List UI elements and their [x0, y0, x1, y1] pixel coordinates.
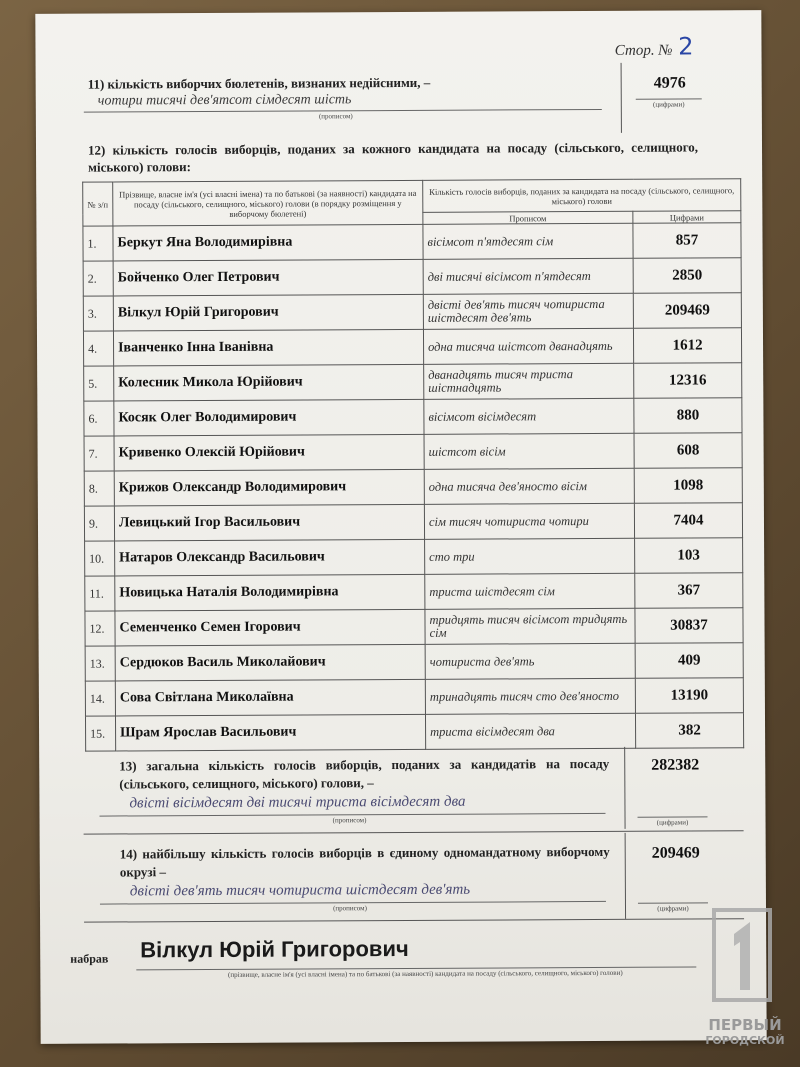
- header-candidate: Прізвище, власне ім'я (усі власні імена) та по батькові (за наявності) кандидата на посаду (сільського, селищного, міського) голови (в порядку розміщення у виборчому бюлетені): [113, 180, 423, 226]
- votes-in-words: триста шістдесят сім: [425, 573, 635, 609]
- votes-in-digits: 409: [635, 643, 743, 679]
- votes-in-digits: 1612: [633, 328, 741, 364]
- section-14-label-1: 14) найбільшу кількість голосів виборців в єдиному одномандатному виборчому: [119, 843, 610, 862]
- section-11-label: 11) кількість виборчих бюлетенів, визнаних недійсними, –: [87, 74, 431, 92]
- watermark-line-2: ГОРОДСКОЙ: [705, 1034, 785, 1047]
- votes-in-words: шістсот вісім: [424, 433, 634, 469]
- votes-in-words: вісімсот п'ятдесят сім: [423, 223, 633, 259]
- votes-in-digits: 103: [635, 538, 743, 574]
- votes-in-digits: 1098: [634, 468, 742, 504]
- votes-in-words: сто три: [425, 538, 635, 574]
- winner-label: набрав: [70, 951, 109, 966]
- row-number: 14.: [85, 681, 115, 716]
- section-13-divider: [624, 747, 625, 829]
- candidate-name: Крижов Олександр Володимирович: [114, 469, 424, 506]
- table-row: [85, 573, 743, 611]
- candidates-table: [82, 178, 744, 751]
- row-number: 4.: [83, 331, 113, 366]
- candidate-name: Шрам Ярослав Васильович: [115, 714, 425, 751]
- votes-in-digits: 30837: [635, 608, 743, 644]
- votes-in-words: дванадцять тисяч триста шістнадцять: [424, 363, 634, 399]
- votes-in-words: одна тисяча шістсот дванадцять: [423, 328, 633, 364]
- votes-in-digits: 7404: [634, 503, 742, 539]
- candidate-name: Натаров Олександр Васильович: [115, 539, 425, 576]
- votes-in-digits: 209469: [633, 293, 741, 329]
- row-number: 13.: [85, 646, 115, 681]
- section-11-number: 4976: [653, 74, 686, 92]
- table-row: [83, 293, 741, 331]
- page-number: [615, 32, 694, 60]
- section-14-digits-caption: (цифрами): [657, 904, 689, 913]
- section-12-label: 12) кількість голосів виборців, поданих за кожного кандидата на посаду (сільського, селищного, міського) голови:: [87, 139, 699, 175]
- votes-in-digits: 13190: [635, 678, 743, 714]
- candidate-name: Сердюков Василь Миколайович: [115, 644, 425, 681]
- votes-in-words: вісімсот вісімдесят: [424, 398, 634, 434]
- candidate-name: Семенченко Семен Ігорович: [115, 609, 425, 646]
- candidate-name: Кривенко Олексій Юрійович: [114, 434, 424, 471]
- row-number: 11.: [85, 576, 115, 611]
- page-number-value: 2: [678, 32, 694, 61]
- winner-caption: (прізвище, власне ім'я (усі власні імена) та по батькові (за наявності) кандидата на посаду (сільського, селищного, міського) голови): [227, 968, 623, 979]
- page-number-label: Стор. №: [614, 42, 673, 59]
- row-number: 6.: [84, 401, 114, 436]
- candidate-name: Косяк Олег Володимирович: [114, 399, 424, 436]
- votes-in-words: сім тисяч чотириста чотири: [424, 503, 634, 539]
- table-row: [83, 258, 741, 296]
- table-row: [85, 678, 743, 716]
- table-row: [85, 643, 743, 681]
- section-13-bottom-rule: [84, 830, 744, 834]
- table-row: [83, 223, 741, 261]
- candidate-name: Сова Світлана Миколаївна: [115, 679, 425, 716]
- protocol-page: [35, 10, 766, 1044]
- votes-in-digits: 608: [634, 433, 742, 469]
- section-11-digits-caption: (цифрами): [653, 100, 685, 109]
- section-13-digits-caption: (цифрами): [656, 818, 689, 827]
- candidate-name: Левицький Ігор Васильович: [114, 504, 424, 541]
- section-13-number: 282382: [651, 756, 700, 774]
- votes-in-digits: 367: [635, 573, 743, 609]
- table-row: [85, 608, 743, 646]
- section-14-divider: [625, 833, 626, 919]
- table-row: [84, 398, 742, 436]
- row-number: 7.: [84, 436, 114, 471]
- section-11-divider: [621, 63, 622, 133]
- table-row: [84, 363, 742, 401]
- section-11-words-caption: (прописом): [318, 112, 353, 121]
- row-number: 8.: [84, 471, 114, 506]
- votes-in-digits: 2850: [633, 258, 741, 294]
- votes-in-words: тридцять тисяч вісімсот тридцять сім: [425, 608, 635, 644]
- table-row: [85, 713, 743, 751]
- section-14-bottom-rule: [84, 918, 744, 922]
- section-13-label-2: (сільського, селищного, міського) голови, –: [119, 775, 374, 792]
- votes-in-words: тринадцять тисяч сто дев'яносто: [425, 678, 635, 714]
- row-number: 10.: [85, 541, 115, 576]
- row-number: 9.: [84, 506, 114, 541]
- votes-in-words: двісті дев'ять тисяч чотириста шістдесят дев'ять: [423, 293, 633, 329]
- section-13-words: двісті вісімдесят дві тисячі триста вісімдесят два: [129, 793, 466, 812]
- row-number: 2.: [83, 261, 113, 296]
- row-number: 15.: [85, 716, 115, 751]
- votes-in-digits: 880: [634, 398, 742, 434]
- header-number: № з/п: [83, 182, 113, 226]
- section-11-words: чотири тисячі дев'ятсот сімдесят шість: [97, 92, 352, 109]
- votes-in-words: чотириста дев'ять: [425, 643, 635, 679]
- votes-in-digits: 12316: [634, 363, 742, 399]
- table-row: [83, 328, 741, 366]
- votes-in-digits: 857: [633, 223, 741, 259]
- section-14-number: 209469: [651, 844, 700, 862]
- section-13-label-1: 13) загальна кількість голосів виборців, поданих за кандидатів на посаду: [119, 755, 610, 774]
- candidate-name: Беркут Яна Володимирівна: [113, 224, 423, 261]
- section-14-words: двісті дев'ять тисяч чотириста шістдесят дев'ять: [129, 881, 471, 900]
- votes-in-words: триста вісімдесят два: [425, 713, 635, 749]
- candidate-name: Бойченко Олег Петрович: [113, 259, 423, 296]
- row-number: 1.: [83, 226, 113, 261]
- section-14-words-caption: (прописом): [333, 904, 367, 913]
- row-number: 12.: [85, 611, 115, 646]
- row-number: 3.: [83, 296, 113, 331]
- candidate-name: Новицька Наталія Володимирівна: [115, 574, 425, 611]
- header-in-words: Прописом: [423, 211, 633, 224]
- candidate-name: Вілкул Юрій Григорович: [113, 294, 423, 331]
- table-row: [84, 433, 742, 471]
- votes-in-digits: 382: [635, 713, 743, 749]
- votes-in-words: одна тисяча дев'яносто вісім: [424, 468, 634, 504]
- candidate-name: Іванченко Інна Іванівна: [113, 329, 423, 366]
- votes-in-words: дві тисячі вісімсот п'ятдесят: [423, 258, 633, 294]
- watermark-line-1: ПЕРВЫЙ: [708, 1016, 782, 1034]
- header-in-digits: Цифрами: [633, 211, 741, 224]
- row-number: 5.: [84, 366, 114, 401]
- winner-name: Вілкул Юрій Григорович: [140, 935, 409, 963]
- section-14-label-2: окрузі –: [119, 864, 166, 880]
- table-row: [84, 468, 742, 506]
- header-votes: Кількість голосів виборців, поданих за кандидата на посаду (сільського, селищного, міського) голови: [423, 179, 741, 213]
- table-row: [85, 538, 743, 576]
- candidate-name: Колесник Микола Юрійович: [114, 364, 424, 401]
- section-13-words-caption: (прописом): [332, 816, 367, 825]
- table-row: [84, 503, 742, 541]
